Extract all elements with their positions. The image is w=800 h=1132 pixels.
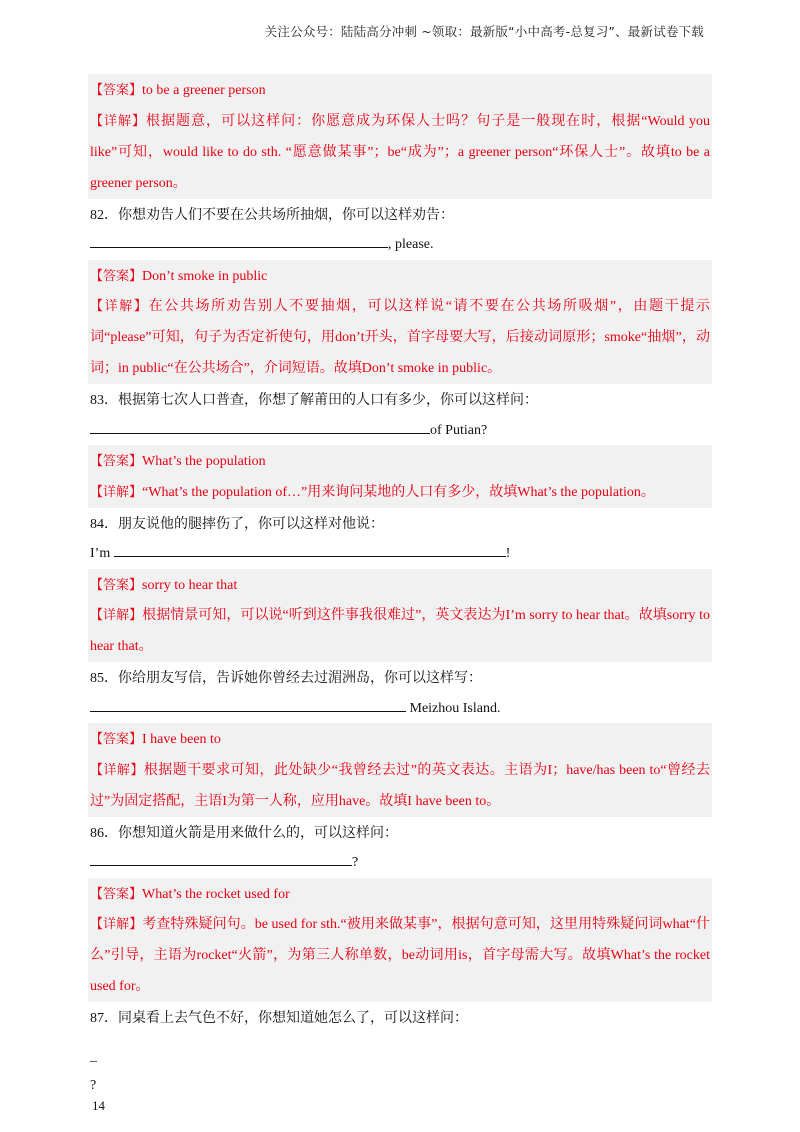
answer-tag: 【答案】 bbox=[90, 577, 143, 593]
document-body bbox=[90, 74, 710, 1101]
page-header: 关注公众号：陆陆高分冲刺 ~领取：最新版“小中高考-总复习”、最新试卷下载 bbox=[264, 24, 704, 39]
detail-text: “What’s the population of…”用来询问某地的人口有多少，故填What’s the population。 bbox=[142, 484, 655, 500]
answer-tag: 【答案】 bbox=[90, 886, 143, 902]
fill-line-84 bbox=[90, 539, 710, 569]
fill-prefix: I’m bbox=[90, 546, 114, 561]
question-82: 82．你想劝告人们不要在公共场所抽烟，你可以这样劝告： bbox=[90, 207, 454, 223]
detail-tag: 【详解】 bbox=[90, 484, 143, 500]
question-85: 85．你给朋友写信，告诉她你曾经去过湄洲岛，你可以这样写： bbox=[90, 671, 482, 686]
fill-line-85 bbox=[90, 694, 710, 724]
detail-text: 根据情景可知，可以说“听到这件事我很难过”，英文表达为I’m sorry to hear that。故填sorry to hear that。 bbox=[90, 608, 710, 654]
answer-tag: 【答案】 bbox=[90, 732, 143, 747]
detail-paragraph bbox=[90, 477, 710, 508]
question-87: 87．同桌看上去气色不好，你想知道她怎么了，可以这样问： bbox=[90, 1011, 468, 1026]
answer-text: Don’t smoke in public bbox=[142, 268, 268, 284]
fill-suffix: ? bbox=[352, 855, 359, 870]
detail-tag: 【详解】 bbox=[90, 762, 144, 778]
answer-block-84 bbox=[88, 569, 712, 663]
fill-suffix-87: ? bbox=[90, 1078, 97, 1093]
detail-paragraph bbox=[90, 291, 710, 384]
answer-tag: 【答案】 bbox=[90, 454, 143, 469]
answer-line bbox=[90, 447, 710, 477]
answer-tag: 【答案】 bbox=[90, 83, 143, 98]
answer-line bbox=[90, 725, 710, 755]
fill-suffix: Meizhou Island. bbox=[406, 700, 501, 716]
answer-blank[interactable] bbox=[90, 233, 388, 248]
question-86: 86．你想知道火箭是用来做什么的，可以这样问： bbox=[90, 825, 398, 841]
answer-text: What’s the rocket used for bbox=[142, 886, 290, 902]
answer-blank[interactable] bbox=[90, 419, 430, 434]
answer-tag: 【答案】 bbox=[90, 268, 143, 284]
answer-text: What’s the population bbox=[142, 454, 266, 469]
answer-block-82 bbox=[88, 260, 712, 385]
detail-text: 根据题干要求可知，此处缺少“我曾经去过”的英文表达。主语为I；have/has been to“曾经去过”为固定搭配，主语I为第一人称，应用have。故填I have been to。 bbox=[90, 762, 710, 809]
detail-text: 在公共场所劝告别人不要抽烟，可以这样说“请不要在公共场所吸烟”，由题干提示词“please”可知，句子为否定祈使句，用don’t开头，首字母要大写，后接动词原形；smoke“抽烟”，动词；in public“在公共场合”，介词短语。故填Don’t smoke in public。 bbox=[90, 299, 710, 376]
answer-line bbox=[90, 571, 710, 601]
fill-line-87[interactable]: _ bbox=[90, 1048, 97, 1064]
detail-text: 考查特殊疑问句。be used for sth.“被用来做某事”，根据句意可知，这里用特殊疑问词what“什么”引导，主语为rocket“火箭”，为第三人称单数，be动词用is，首字母需大写。故填What’s the rocket used for。 bbox=[90, 917, 710, 994]
answer-blank[interactable] bbox=[90, 851, 352, 866]
question-83: 83．根据第七次人口普查，你想了解莆田的人口有多少，你可以这样问： bbox=[90, 393, 538, 408]
answer-line bbox=[90, 262, 710, 292]
answer-text: sorry to hear that bbox=[142, 577, 238, 593]
detail-text: 根据题意，可以这样问：你愿意成为环保人士吗？句子是一般现在时，根据“Would you like”可知，would like to do sth. “愿意做某事”；be“成为”；a greener person“环保人士”。故填to be a greener person。 bbox=[90, 113, 710, 191]
detail-paragraph bbox=[90, 909, 710, 1002]
answer-block-85 bbox=[88, 723, 712, 817]
answer-blank[interactable] bbox=[90, 697, 406, 712]
detail-paragraph bbox=[90, 755, 710, 817]
answer-text: I have been to bbox=[142, 732, 221, 747]
answer-block-81 bbox=[88, 74, 712, 199]
answer-block-86 bbox=[88, 878, 712, 1003]
detail-paragraph bbox=[90, 600, 710, 662]
answer-line bbox=[90, 880, 710, 910]
fill-line-83 bbox=[90, 416, 710, 446]
detail-paragraph bbox=[90, 106, 710, 199]
page-number: 14 bbox=[92, 1098, 105, 1113]
fill-line-86 bbox=[90, 848, 710, 878]
detail-tag: 【详解】 bbox=[90, 113, 147, 129]
fill-line-82 bbox=[90, 230, 710, 260]
fill-suffix: ! bbox=[505, 546, 511, 561]
detail-tag: 【详解】 bbox=[90, 299, 149, 314]
fill-suffix: of Putian? bbox=[430, 422, 488, 438]
fill-suffix: , please. bbox=[388, 237, 434, 252]
question-84: 84．朋友说他的腿摔伤了，你可以这样对他说： bbox=[90, 516, 384, 532]
answer-blank[interactable] bbox=[114, 542, 506, 557]
answer-text: to be a greener person bbox=[142, 83, 266, 98]
answer-block-83 bbox=[88, 445, 712, 508]
detail-tag: 【详解】 bbox=[90, 608, 143, 623]
answer-line bbox=[90, 76, 710, 106]
detail-tag: 【详解】 bbox=[90, 917, 143, 932]
